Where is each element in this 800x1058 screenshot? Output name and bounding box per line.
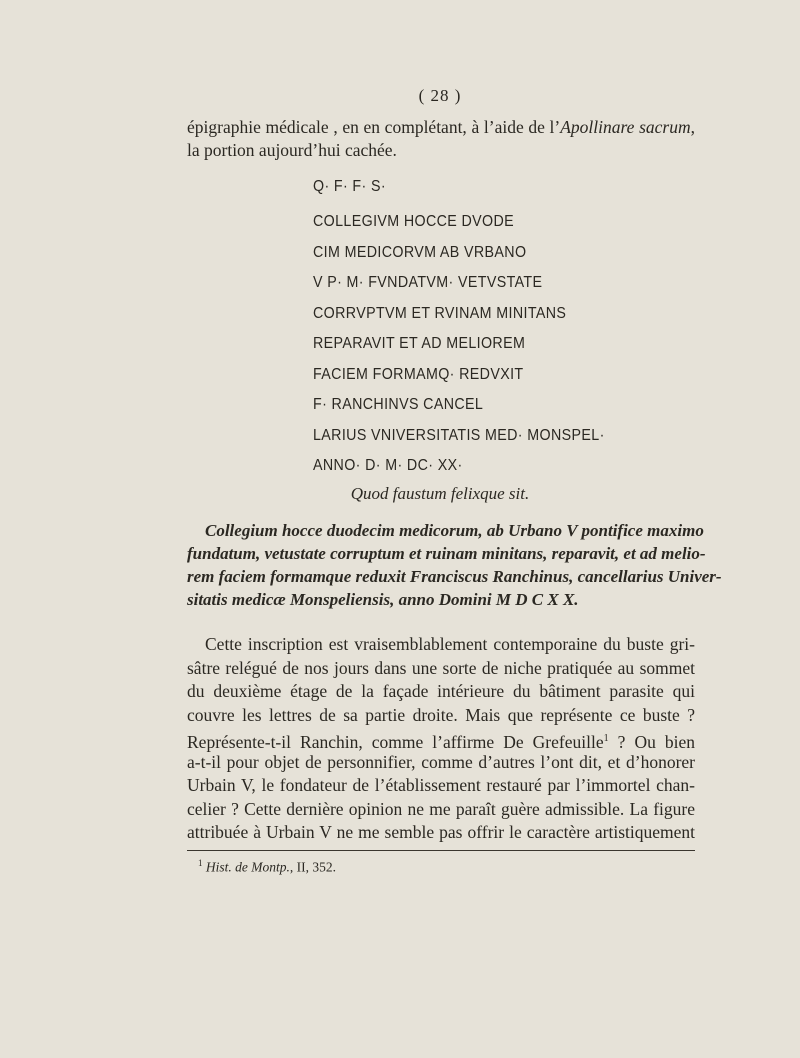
inscription-line: REPARAVIT ET AD MELIOREM xyxy=(313,335,526,352)
body-line: attribuée à Urbain V ne me semble pas offrir le caractère artistiquement xyxy=(187,822,695,842)
body-line: du deuxième étage de la façade intérieure du bâtiment parasite qui xyxy=(187,681,695,701)
footnote-ref: , II, 352. xyxy=(289,859,336,875)
body-text: Représente-t-il Ranchin, comme l’affirme De Grefeuille xyxy=(187,731,604,752)
footnote-mark: 1 xyxy=(198,858,203,868)
inscription-line: FACIEM FORMAMQ· REDVXIT xyxy=(313,366,524,383)
body-line: couvre les lettres de sa partie droite. Mais que représente ce buste ? xyxy=(187,705,695,725)
footnote-title: Hist. de Montp. xyxy=(205,859,290,875)
footnote xyxy=(198,858,336,876)
intro-line-2: la portion aujourd’hui cachée. xyxy=(187,140,397,160)
translation-line: rem faciem formamque reduxit Franciscus Ranchinus, cancellarius Univer- xyxy=(187,567,722,586)
body-text: ? Ou bien xyxy=(617,731,696,752)
page-number: ( 28 ) xyxy=(418,86,462,105)
intro-line-1 xyxy=(187,116,695,139)
inscription-line: LARIUS VNIVERSITATIS MED· MONSPEL· xyxy=(313,427,605,444)
translation-line: fundatum, vetustate corruptum et ruinam minitans, reparavit, et ad melio- xyxy=(187,544,706,563)
inscription-line: Q· F· F· S· xyxy=(313,178,386,195)
body-line: Cette inscription est vraisemblablement contemporaine du buste gri- xyxy=(205,634,695,654)
intro-comma: , xyxy=(690,117,695,137)
footnote-reference: 1 xyxy=(603,733,609,744)
footnote-rule xyxy=(187,850,695,851)
intro-text: épigraphie médicale , en en complétant, à l’aide de l’ xyxy=(187,117,561,137)
translation-line: sitatis medicæ Monspeliensis, anno Domini M D C X X. xyxy=(187,590,579,609)
translation-line: Collegium hocce duodecim medicorum, ab Urbano V pontifice maximo xyxy=(205,521,704,540)
body-line: Urbain V, le fondateur de l’établissement restauré par l’immortel chan- xyxy=(187,775,695,795)
dedication-line: Quod faustum felixque sit. xyxy=(350,484,530,503)
body-line: sâtre relégué de nos jours dans une sorte de niche pratiquée au sommet xyxy=(187,658,695,678)
body-line: celier ? Cette dernière opinion ne me paraît guère admissible. La figure xyxy=(187,799,695,819)
inscription-line: F· RANCHINVS CANCEL xyxy=(313,396,484,413)
body-line: a-t-il pour objet de personnifier, comme d’autres l’ont dit, et d’honorer xyxy=(187,752,695,772)
inscription-line: ANNO· D· M· DC· XX· xyxy=(313,457,463,474)
inscription-line: CIM MEDICORVM AB VRBANO xyxy=(313,244,527,261)
intro-italic-title: Apollinare sacrum xyxy=(560,117,691,137)
inscription-line: V P· M· FVNDATVM· VETVSTATE xyxy=(313,274,543,291)
inscription-line: CORRVPTVM ET RVINAM MINITANS xyxy=(313,305,567,322)
inscription-line: COLLEGIVM HOCCE DVODE xyxy=(313,213,515,230)
